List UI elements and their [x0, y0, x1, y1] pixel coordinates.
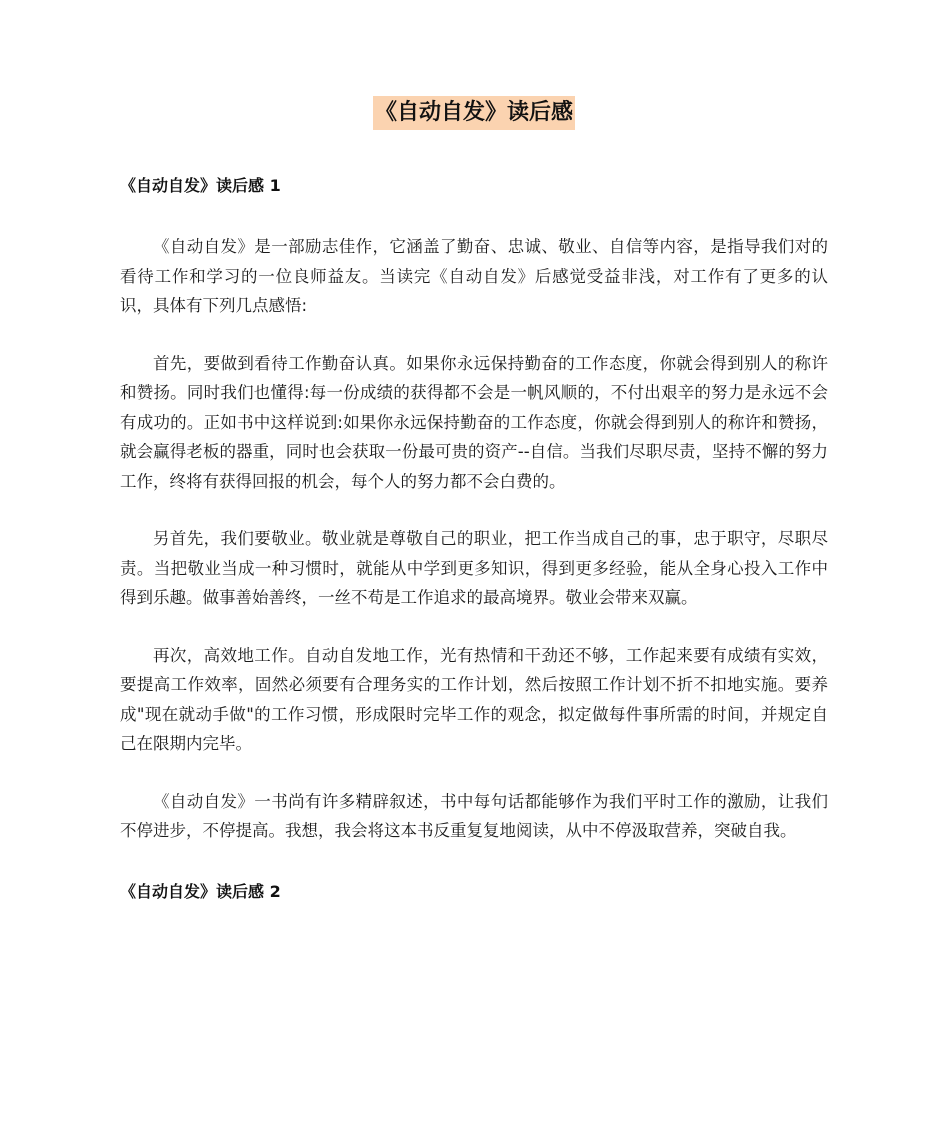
section-heading-2: 《自动自发》读后感 2 — [120, 881, 281, 901]
document-title: 《自动自发》读后感 — [373, 96, 575, 130]
document-body — [120, 96, 828, 938]
section-heading-1: 《自动自发》读后感 1 — [120, 176, 281, 195]
paragraph-intro: 《自动自发》是一部励志佳作，它涵盖了勤奋、忠诚、敬业、自信等内容，是指导我们对的看待工作和学习的一位良师益友。当读完《自动自发》后感觉受益非浅，对工作有了更多的认识，具体有下列几点感悟: — [120, 237, 828, 315]
paragraph-conclusion: 《自动自发》一书尚有许多精辟叙述，书中每句话都能够作为我们平时工作的激励，让我们不停进步，不停提高。我想，我会将这本书反重复复地阅读，从中不停汲取营养，突破自我。 — [120, 791, 828, 840]
paragraph-dedication: 另首先，我们要敬业。敬业就是尊敬自己的职业，把工作当成自己的事，忠于职守，尽职尽责。当把敬业当成一种习惯时，就能从中学到更多知识，得到更多经验，能从全身心投入工作中得到乐趣。做事善始善终，一丝不苟是工作追求的最高境界。敬业会带来双赢。 — [120, 529, 828, 607]
paragraph-efficiency: 再次，高效地工作。自动自发地工作，光有热情和干劲还不够，工作起来要有成绩有实效，要提高工作效率，固然必须要有合理务实的工作计划，然后按照工作计划不折不扣地实施。要养成"现在就动手做"的工作习惯，形成限时完毕工作的观念，拟定做每件事所需的时间，并规定自己在限期内完毕。 — [120, 645, 828, 753]
title-container — [120, 96, 828, 130]
paragraph-diligence: 首先，要做到看待工作勤奋认真。如果你永远保持勤奋的工作态度，你就会得到别人的称许和赞扬。同时我们也懂得:每一份成绩的获得都不会是一帆风顺的，不付出艰辛的努力是永远不会有成功的。正如书中这样说到:如果你永远保持勤奋的工作态度，你就会得到别人的称许和赞扬，就会赢得老板的器重，同时也会获取一份最可贵的资产--自信。当我们尽职尽责，坚持不懈的努力工作，终将有获得回报的机会，每个人的努力都不会白费的。 — [120, 353, 828, 491]
